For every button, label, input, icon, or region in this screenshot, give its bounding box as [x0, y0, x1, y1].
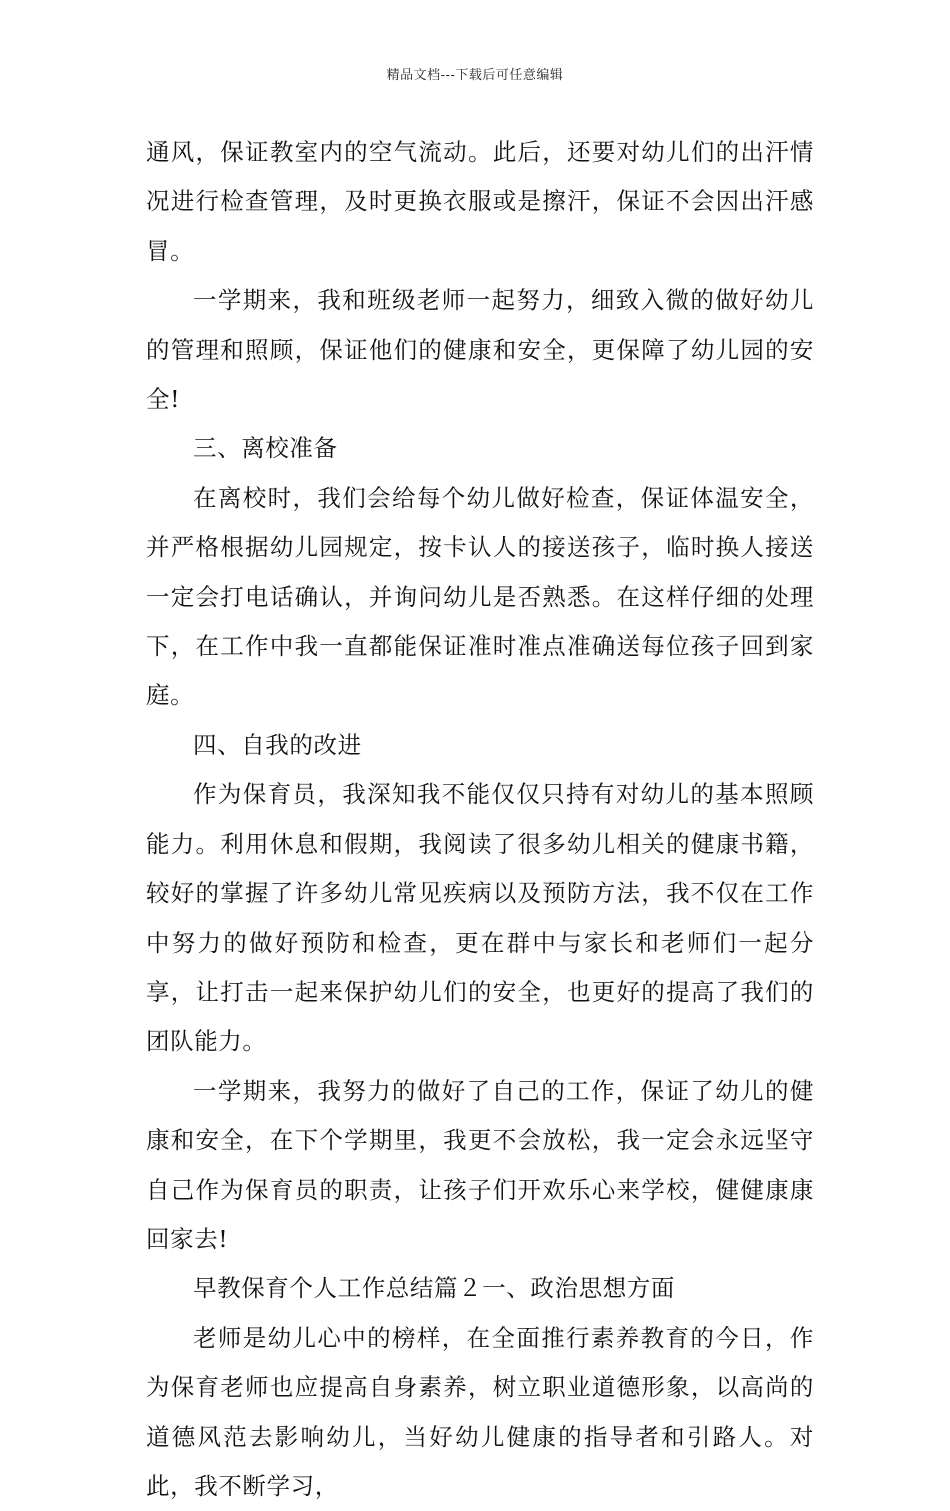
document-body: [146, 128, 814, 1511]
paragraph-3: 在离校时，我们会给每个幼儿做好检查，保证体温安全，并严格根据幼儿园规定，按卡认人的接送孩子，临时换人接送一定会打电话确认，并询问幼儿是否熟悉。在这样仔细的处理下，在工作中我一直都能保证准时准点准确送每位孩子回到家庭。: [146, 483, 814, 710]
paragraph-2: 一学期来，我和班级老师一起努力，细致入微的做好幼儿的管理和照顾，保证他们的健康和安全，更保障了幼儿园的安全!: [146, 286, 814, 414]
paragraph-5: 一学期来，我努力的做好了自己的工作，保证了幼儿的健康和安全，在下个学期里，我更不会放松，我一定会永远坚守自己作为保育员的职责，让孩子们开欢乐心来学校，健健康康回家去!: [146, 1076, 814, 1253]
section-heading-summary-2: 早教保育个人工作总结篇２一、政治思想方面: [193, 1274, 675, 1303]
page-header: 精品文档---下载后可任意编辑: [386, 68, 564, 83]
section-heading-departure: 三、离校准备: [193, 434, 338, 463]
paragraph-6: 老师是幼儿心中的榜样，在全面推行素养教育的今日，作为保育老师也应提高自身素养，树立职业道德形象，以高尚的道德风范去影响幼儿，当好幼儿健康的指导者和引路人。对此，我不断学习，: [146, 1323, 814, 1500]
section-heading-improvement: 四、自我的改进: [193, 730, 362, 759]
paragraph-4: 作为保育员，我深知我不能仅仅只持有对幼儿的基本照顾能力。利用休息和假期，我阅读了很多幼儿相关的健康书籍，较好的掌握了许多幼儿常见疾病以及预防方法，我不仅在工作中努力的做好预防和检查，更在群中与家长和老师们一起分享，让打击一起来保护幼儿们的安全，也更好的提高了我们的团队能力。: [146, 780, 814, 1056]
paragraph-1: 通风，保证教室内的空气流动。此后，还要对幼儿们的出汗情况进行检查管理，及时更换衣服或是擦汗，保证不会因出汗感冒。: [146, 138, 814, 265]
